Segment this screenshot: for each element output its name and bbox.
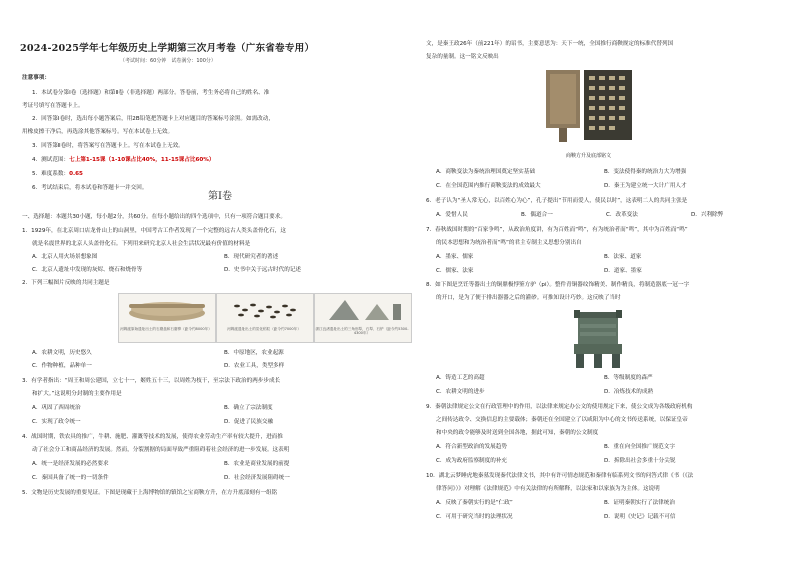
section-instruction: 一、选择题：本题共30小题，每小题2分，共60分。在每小题给出的四个选项中，只有一项符合题目要求。 <box>22 214 286 220</box>
option-b[interactable]: B．重在向全国推广规范文字 <box>604 444 675 450</box>
note-item: 1．本试卷分第Ⅰ卷（选择题）和第Ⅱ卷（非选择题）两部分。答卷前，考生务必将自己的姓名、准 <box>32 90 270 96</box>
option-a[interactable]: A．农耕文明，历史悠久 <box>32 350 92 356</box>
option-d[interactable]: D．拆除出社会多重十分尖锐 <box>604 458 676 464</box>
option-c[interactable]: C．可用于研究当时的法理状况 <box>436 514 513 520</box>
option-d[interactable]: D．史书中关于远古时代的记述 <box>224 267 302 273</box>
rice-grains-icon <box>217 294 313 328</box>
grinding-stone-image <box>118 293 216 343</box>
note-item-difficulty: 5．难度系数：0.65 <box>32 171 83 177</box>
note-item: 3．回答第Ⅱ卷时，将答案写在答题卡上。写在本试卷上无效。 <box>32 143 184 149</box>
question-6-stem: 6．老子认为“圣人常无心，以百姓心为心”，孔子提出“节用而爱人，使民以时”，这表明二人的共同主张是 <box>426 198 688 204</box>
option-b[interactable]: B．确立了宗法制度 <box>224 405 273 411</box>
question-10-stem: 10．湖北云梦睡虎地秦墓发现秦代法律文书，其中有许可情态规范和秦律有临系列文书的问答式律《书（《法 <box>426 473 694 479</box>
question-10-stem: 律答问》）》对理解《法律规范》中有关法律的有所解释，以法家和以家族为为主体。这说明 <box>436 486 660 492</box>
option-c[interactable]: C．儒家、法家 <box>436 268 474 274</box>
option-d[interactable]: D．兴利除弊 <box>691 212 724 218</box>
question-2-stem: 2．下列三幅图片反映的共同主题是 <box>22 280 110 286</box>
note-item: 用橡皮擦干净后，再选涂其他答案标号。写在本试卷上无效。 <box>22 129 174 135</box>
option-d[interactable]: D．道家、墨家 <box>604 268 642 274</box>
option-b[interactable]: B．证明秦朝实行了法律统治 <box>604 500 675 506</box>
option-d[interactable]: D．促进了民族交融 <box>224 419 274 425</box>
option-d[interactable]: D．秦王为建立统一大计广用人才 <box>604 183 687 189</box>
question-3-stem: 3．有学者指出：“周王和周公建国，立七十一，姬姓五十三，以周姓为枝干，至宗法下政治的两步步成长 <box>22 378 281 384</box>
bronze-vessel-image <box>564 306 632 370</box>
bronze-measure-icon <box>544 68 634 144</box>
option-a[interactable]: A．统一是经济发展的必然要求 <box>32 461 109 467</box>
option-d[interactable]: D．冶炼技术的成熟 <box>604 389 654 395</box>
option-c[interactable]: C．在全国范围内推行商鞅变法的成效最大 <box>436 183 541 189</box>
rice-grains-image <box>216 293 314 343</box>
option-d[interactable]: D．社会经济发展阻碍统一 <box>224 475 290 481</box>
exam-subtitle: （考试时间：60分钟 试卷满分：100分） <box>120 58 216 64</box>
option-a[interactable]: A．墨家、儒家 <box>436 254 474 260</box>
question-4-stem: 4．战国时期，铁农具的推广，牛耕、施肥、灌溉等技术的发展，使得农业劳动生产率有较大提升，进而推 <box>22 434 283 440</box>
option-a[interactable]: A．反映了秦朝实行的是“仁政” <box>436 500 513 506</box>
option-a[interactable]: A．巩固了西周统治 <box>32 405 81 411</box>
question-5-stem: 文，是秦王政26年（前221年）的诏书，主要意思为：天下一统，全国推行商鞅规定的标准代替列国 <box>426 41 674 47</box>
option-a[interactable]: A．符合新型政治的发展趋势 <box>436 444 507 450</box>
question-5-stem: 5．文物是历史发展的重要见证。下图是现藏于上海博物馆的镇馆之宝商鞅方升，在方升底部刻有一组铭 <box>22 490 278 496</box>
grinding-stone-icon <box>119 294 215 328</box>
note-item-range: 4．测试范围：七上第1-15课（1-10课占比40%，11-15课占比60%） <box>32 157 215 163</box>
question-1-stem: 就是名震世界的北京人头盖骨化石。下列用来研究北京人社会生活状况最有价值的材料是 <box>32 241 251 247</box>
question-7-stem: 7．春秋战国时期的“百家争鸣”，从政治角度讲，有为百姓而“鸣”，有为统治者而“鸣”，其中为百姓而“鸣” <box>426 227 688 233</box>
option-c[interactable]: C．秦国具备了统一的一切条件 <box>32 475 109 481</box>
exam-title: 2024-2025学年七年级历史上学期第三次月考卷（广东省卷专用） <box>20 43 315 54</box>
option-c[interactable]: C．农耕文明的进步 <box>436 389 485 395</box>
image-caption: 河姆渡遗址出土的炭化稻粒（距今约7000年） <box>227 327 301 331</box>
question-9-stem: 之间传达政令、交换信息的主要载体；秦朝还在全国建立了以咸阳为中心的文书传送系统，以保证皇帝 <box>436 417 688 423</box>
note-item: 考证号填写在答题卡上。 <box>22 103 84 109</box>
option-c[interactable]: C．北京人遗址中发现的灰烬、烧石和烧骨等 <box>32 267 143 273</box>
option-c[interactable]: C．作物种植，品种单一 <box>32 363 92 369</box>
right-column <box>426 0 776 562</box>
note-item: 6．考试结束后，将本试卷和答题卡一并交回。 <box>32 185 148 191</box>
question-9-stem: 9．秦朝法律规定公文在行政管理中的作用，以法律来规定办公文的使用规定下来，使公文成为各级政府机构 <box>426 404 693 410</box>
option-c[interactable]: C．实现了政令统一 <box>32 419 81 425</box>
option-a[interactable]: A．北京人用火场景想象图 <box>32 254 98 260</box>
option-b[interactable]: B．变法使得秦的统治力大为增强 <box>604 169 687 175</box>
note-item: 2．回答第Ⅰ卷时，选出每小题答案后，用2B铅笔把答题卡上对应题目的答案标号涂黑。如需改动， <box>32 116 274 122</box>
option-a[interactable]: A．商鞅变法为秦统治理国奠定坚实基础 <box>436 169 535 175</box>
question-4-stem: 动了社会分工和商品经济的发展。然而，分裂割据的局面导致严重阻碍着社会经济的进一步发展。这表明 <box>32 447 290 453</box>
image-caption: 河姆渡原始遗址出土的石磨盘和石磨棒（距今约8000年） <box>120 327 212 331</box>
shang-yang-measure-image <box>544 68 634 144</box>
question-8-stem: 8．如下图是烹饪等器出土的铜鼎极悖鉴方驴（pi）。整件青铜器纹饰精美、制作精良，将制造器底一冠一字 <box>426 282 690 288</box>
bronze-vessel-icon <box>564 306 632 370</box>
option-b[interactable]: B．现代研究者的著述 <box>224 254 279 260</box>
option-c[interactable]: C．成为政府监察制度的补充 <box>436 458 508 464</box>
question-5-stem: 复杂的量制。这一铭文反映出 <box>426 54 499 60</box>
question-1-stem: 1．1929年，在北京周口店龙骨山上的山洞里，中国考古工作者发现了一个完整的远古人类头盖骨化石，这 <box>22 228 286 234</box>
left-column <box>22 0 412 562</box>
option-b[interactable]: B．偶道合一 <box>521 212 553 218</box>
question-7-stem: 的民本思想和为统治者而“鸣”的君主专制主义思想分别出自 <box>436 240 582 246</box>
image-caption: 商鞅方升及底部铭文 <box>566 153 612 159</box>
option-a[interactable]: A．爱惜人民 <box>436 212 468 218</box>
section-title: 第Ⅰ卷 <box>208 191 232 202</box>
question-8-stem: 的开口，是为了便于排出器器之后的灌砂。可推知设计巧妙。这反映了当时 <box>436 295 621 301</box>
option-b[interactable]: B．法家、道家 <box>604 254 642 260</box>
option-c[interactable]: C．改革变法 <box>606 212 638 218</box>
option-d[interactable]: D．说明《史记》记载不可信 <box>604 514 676 520</box>
question-9-stem: 和中央的政令能够及时送到全国各地，据此可知，秦朝的公文制度 <box>436 430 599 436</box>
option-a[interactable]: A．铸造工艺的高超 <box>436 375 485 381</box>
option-b[interactable]: B．中原地区，农业起源 <box>224 350 284 356</box>
notes-heading: 注意事项： <box>22 75 50 81</box>
option-b[interactable]: B．农业是商业发展的前提 <box>224 461 290 467</box>
image-caption: 浙江良渚遗址出土的三角形犁，石犁、石铲（距今约5300-4300年） <box>315 327 409 336</box>
option-b[interactable]: B．等级制度的森严 <box>604 375 653 381</box>
option-d[interactable]: D．农业工具，类型多样 <box>224 363 285 369</box>
stone-plow-icon <box>315 294 411 328</box>
question-3-stem: 和扩大。”这说明分封制的主要作用是 <box>32 391 122 397</box>
